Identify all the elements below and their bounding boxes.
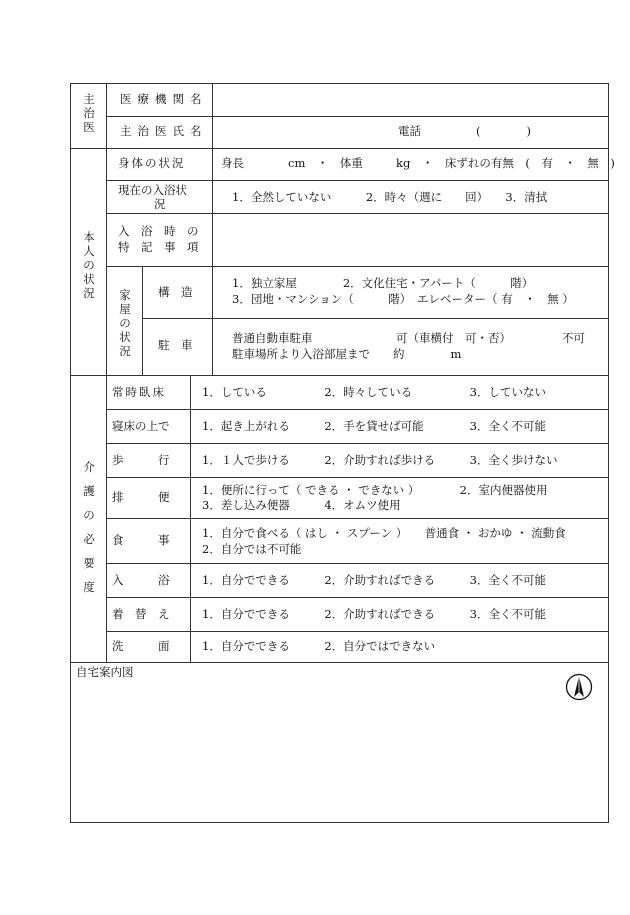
parking-line1-b: 可（車横付 可・否） <box>396 331 511 345</box>
care-row-options: 1．自分で食べる（ はし ・ スプーン ） 普通食 ・ おかゆ ・ 流動食 <box>202 526 566 540</box>
body-height: 身長 <box>221 156 244 170</box>
body-kg: kg ・ 床ずれの有無 ( 有 ・ 無 ) <box>396 156 615 170</box>
phone-paren: ( ) <box>476 124 531 138</box>
divider <box>106 477 609 478</box>
divider <box>106 563 609 564</box>
divider <box>106 409 609 410</box>
divider <box>212 266 213 375</box>
care-row-options: 1．自分でできる 2．介助すればできる 3．全く不可能 <box>202 573 546 587</box>
care-row-options: 1．１人で歩ける 2．介助すれば歩ける 3．全く歩けない <box>202 453 558 467</box>
divider <box>190 375 191 662</box>
notes-label-2: 特 記 事 項 <box>118 240 199 254</box>
care-row-options-2: 3．差し込み便器 4．オムツ使用 <box>202 498 401 512</box>
parking-line2: 駐車場所より入浴部屋まで 約 m <box>232 347 462 361</box>
bath-label: 現在の入浴状 <box>118 183 187 197</box>
self-header: 本人の状況 <box>83 230 95 300</box>
care-row-options: 1．自分でできる 2．介助すればできる 3．全く不可能 <box>202 607 546 621</box>
care-row-options: 1．起き上がれる 2．手を貸せば可能 3．全く不可能 <box>202 419 546 433</box>
care-row-label: 歩 行 <box>112 453 170 467</box>
care-row-label: 常時臥床 <box>112 385 166 399</box>
divider <box>70 148 609 149</box>
divider <box>106 631 609 632</box>
divider <box>70 662 609 663</box>
care-row-label: 着 替 え <box>112 607 170 621</box>
divider <box>106 83 107 662</box>
care-row-label: 洗 面 <box>112 639 170 653</box>
divider <box>106 116 609 117</box>
structure-line1: 1．独立家屋 2．文化住宅・アパート（ 階） <box>232 276 534 290</box>
divider <box>106 518 609 519</box>
home-map-label: 自宅案内図 <box>76 665 134 679</box>
body-cm: cm ・ 体重 <box>288 156 363 170</box>
parking-line1-c: 不可 <box>562 331 585 345</box>
phone-label: 電話 <box>398 124 421 138</box>
care-row-options-2: 2．自分では不可能 <box>202 542 302 556</box>
parking-line1-a: 普通自動車駐車 <box>232 331 313 345</box>
divider <box>142 266 143 375</box>
bath-label-2: 況 <box>154 197 166 211</box>
care-row-label: 寝床の上で <box>112 419 170 433</box>
divider <box>106 213 609 214</box>
institution-label: 医療機関名 <box>120 92 208 106</box>
divider <box>212 83 213 266</box>
care-header: 介護の必要度 <box>83 460 95 594</box>
divider <box>106 266 609 267</box>
divider <box>106 597 609 598</box>
north-arrow-icon <box>565 673 593 701</box>
parking-label: 駐 車 <box>158 338 193 352</box>
divider <box>70 375 609 376</box>
body-status-label: 身体の状況 <box>118 156 186 170</box>
care-row-options: 1．自分でできる 2．自分ではできない <box>202 639 436 653</box>
house-header: 家屋の状況 <box>119 288 131 358</box>
notes-label: 入 浴 時 の <box>118 224 199 238</box>
divider <box>106 443 609 444</box>
care-row-options: 1．している 2．時々している 3．していない <box>202 385 546 399</box>
care-row-label: 入 浴 <box>112 573 170 587</box>
structure-label: 構 造 <box>158 285 193 299</box>
primary-doctor-header: 主治医 <box>83 92 95 134</box>
divider <box>106 180 609 181</box>
care-row-options: 1．便所に行って（ できる ・ できない ） 2．室内便器使用 <box>202 483 548 497</box>
bath-options: 1．全然していない 2．時々（週に 回） 3．清拭 <box>232 190 548 204</box>
structure-line2: 3．団地・マンション（ 階） エレベーター（ 有 ・ 無 ） <box>232 292 574 306</box>
care-row-label: 食 事 <box>112 533 170 547</box>
care-row-label: 排 便 <box>112 490 170 504</box>
doctor-name-label: 主治医氏名 <box>120 124 208 138</box>
